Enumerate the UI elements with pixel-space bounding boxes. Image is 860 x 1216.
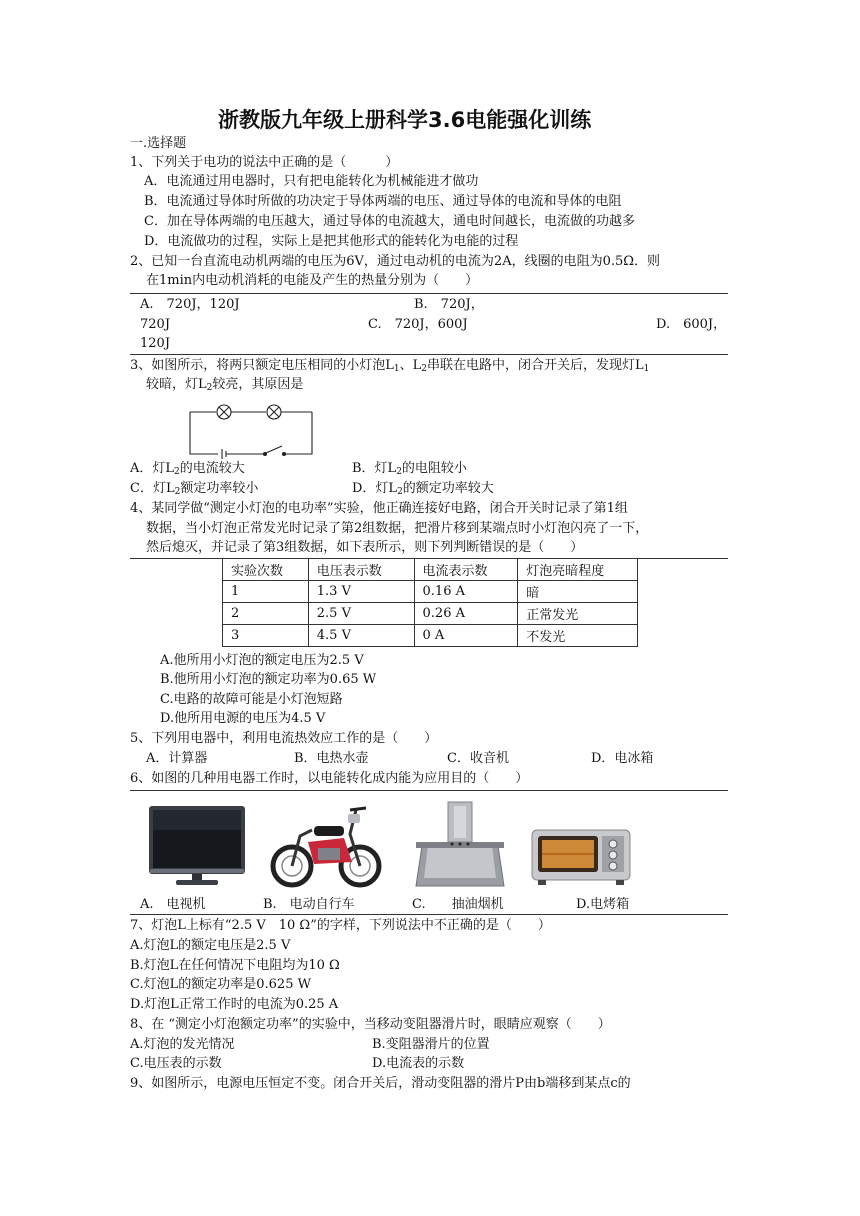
divider-rule [130,293,728,294]
q1-option-c: C．加在导体两端的电压越大，通过导体的电流越大，通电时间越长，电流做的功越多 [144,214,635,229]
q4-stem-line3: 然后熄灭，并记录了第3组数据，如下表所示，则下列判断错误的是（ ） [146,540,584,555]
table-cell: 0.16 A [414,581,518,603]
divider-rule [130,354,728,355]
q4-option-d: D.他所用电源的电压为4.5 V [160,711,326,726]
table-cell: 不发光 [518,625,638,647]
divider-rule [130,914,728,915]
q7-option-d: D.灯泡L正常工作时的电流为0.25 A [130,997,339,1012]
q2-option-d: D. 600J， [656,317,727,332]
table-header-cell: 灯泡亮暗程度 [518,559,638,581]
table-cell: 4.5 V [308,625,414,647]
q5-option-a: A．计算器 [146,751,208,766]
q8-option-c: C.电压表的示数 [130,1056,222,1071]
q2-option-d-cont: 120J [140,336,171,351]
table-header-cell: 电流表示数 [414,559,518,581]
q5-option-c: C．收音机 [447,751,509,766]
electric-bike-image [270,800,382,890]
section-heading: 一.选择题 [130,136,187,151]
q6-stem: 6、如图的几种用电器工作时，以电能转化成内能为应用目的（ ） [130,771,529,786]
table-cell: 1 [223,581,309,603]
q2-option-a: A. 720J，120J [140,297,240,312]
q5-stem: 5、下列用电器中，利用电流热效应工作的是（ ） [130,731,438,746]
table-cell: 暗 [518,581,638,603]
table-cell: 正常发光 [518,603,638,625]
table-cell: 2 [223,603,309,625]
data-table [222,558,638,647]
tv-image [148,805,246,887]
q1-option-d: D．电流做功的过程，实际上是把其他形式的能转化为电能的过程 [144,234,519,249]
q1-stem: 1、下列关于电功的说法中正确的是（ ） [130,155,399,170]
q7-stem: 7、灯泡L上标有“2.5 V 10 Ω”的字样，下列说法中不正确的是（ ） [130,918,551,933]
circuit-diagram [184,398,316,460]
divider-rule [130,790,728,791]
q1-option-b: B．电流通过导体时所做的功决定于导体两端的电压、通过导体的电流和导体的电阻 [144,194,622,209]
toaster-oven-image [530,826,632,888]
q3-stem-line2: 较暗，灯$L_2$较亮，其原因是 [146,377,304,393]
q7-option-c: C.灯泡L的额定功率是0.625 W [130,977,311,992]
q3-option-a: A．灯$L_2$的电流较大 [130,461,245,477]
page-title: 浙教版九年级上册科学3.6电能强化训练 [218,108,592,132]
table-header-cell: 实验次数 [223,559,309,581]
table-cell: 3 [223,625,309,647]
q5-option-b: B．电热水壶 [294,751,369,766]
q9-stem: 9、如图所示，电源电压恒定不变。闭合开关后，滑动变阻器的滑片P由b端移到某点c的 [130,1076,631,1091]
range-hood-image [414,800,506,890]
q8-stem: 8、在 “测定小灯泡额定功率”的实验中，当移动变阻器滑片时，眼睛应观察（ ） [130,1017,611,1032]
table-cell: 0 A [414,625,518,647]
q1-option-a: A．电流通过用电器时，只有把电能转化为机械能进才做功 [144,174,479,189]
q2-option-c: C. 720J，600J [368,317,468,332]
table-cell: 0.26 A [414,603,518,625]
q2-option-b-cont: 720J [140,317,171,332]
q3-option-d: D．灯$L_2$的额定功率较大 [352,481,494,497]
q3-stem-line1: 3、如图所示，将两只额定电压相同的小灯泡$L_1$、$L_2$串联在电路中，闭合开关后，发现灯$L_1$ [130,358,650,374]
table-row [223,603,638,625]
q3-option-b: B．灯$L_2$的电阻较小 [352,461,467,477]
q2-stem-line1: 2、已知一台直流电动机两端的电压为6V，通过电动机的电流为2A，线圈的电阻为0.5Ω．则 [130,254,661,269]
q4-option-a: A.他所用小灯泡的额定电压为2.5 V [160,653,364,668]
table-cell: 2.5 V [308,603,414,625]
q8-option-d: D.电流表的示数 [372,1056,465,1071]
table-header-row [223,559,638,581]
q6-option-b: B. 电动自行车 [263,897,355,912]
q5-option-d: D．电冰箱 [591,751,654,766]
q6-option-d: D.电烤箱 [576,897,630,912]
q6-option-a: A. 电视机 [140,897,206,912]
q6-option-c: C. 抽油烟机 [412,897,504,912]
q4-stem-line2: 数据，当小灯泡正常发光时记录了第2组数据，把滑片移到某端点时小灯泡闪亮了一下， [146,521,649,536]
q8-option-a: A.灯泡的发光情况 [130,1037,235,1052]
q7-option-a: A.灯泡L的额定电压是2.5 V [130,938,291,953]
q2-option-b: B. 720J， [414,297,484,312]
q8-option-b: B.变阻器滑片的位置 [372,1037,490,1052]
table-header-cell: 电压表示数 [308,559,414,581]
table-row [223,581,638,603]
q2-stem-line2: 在1min内电动机消耗的电能及产生的热量分别为（ ） [146,273,479,288]
table-row [223,625,638,647]
q4-stem-line1: 4、某同学做“测定小灯泡的电功率”实验，他正确连接好电路，闭合开关时记录了第1组 [130,501,628,516]
q4-option-c: C.电路的故障可能是小灯泡短路 [160,692,343,707]
q7-option-b: B.灯泡L在任何情况下电阻均为10 Ω [130,958,340,973]
q4-option-b: B.他所用小灯泡的额定功率为0.65 W [160,672,377,687]
q3-option-c: C．灯$L_2$额定功率较小 [130,481,259,497]
table-cell: 1.3 V [308,581,414,603]
